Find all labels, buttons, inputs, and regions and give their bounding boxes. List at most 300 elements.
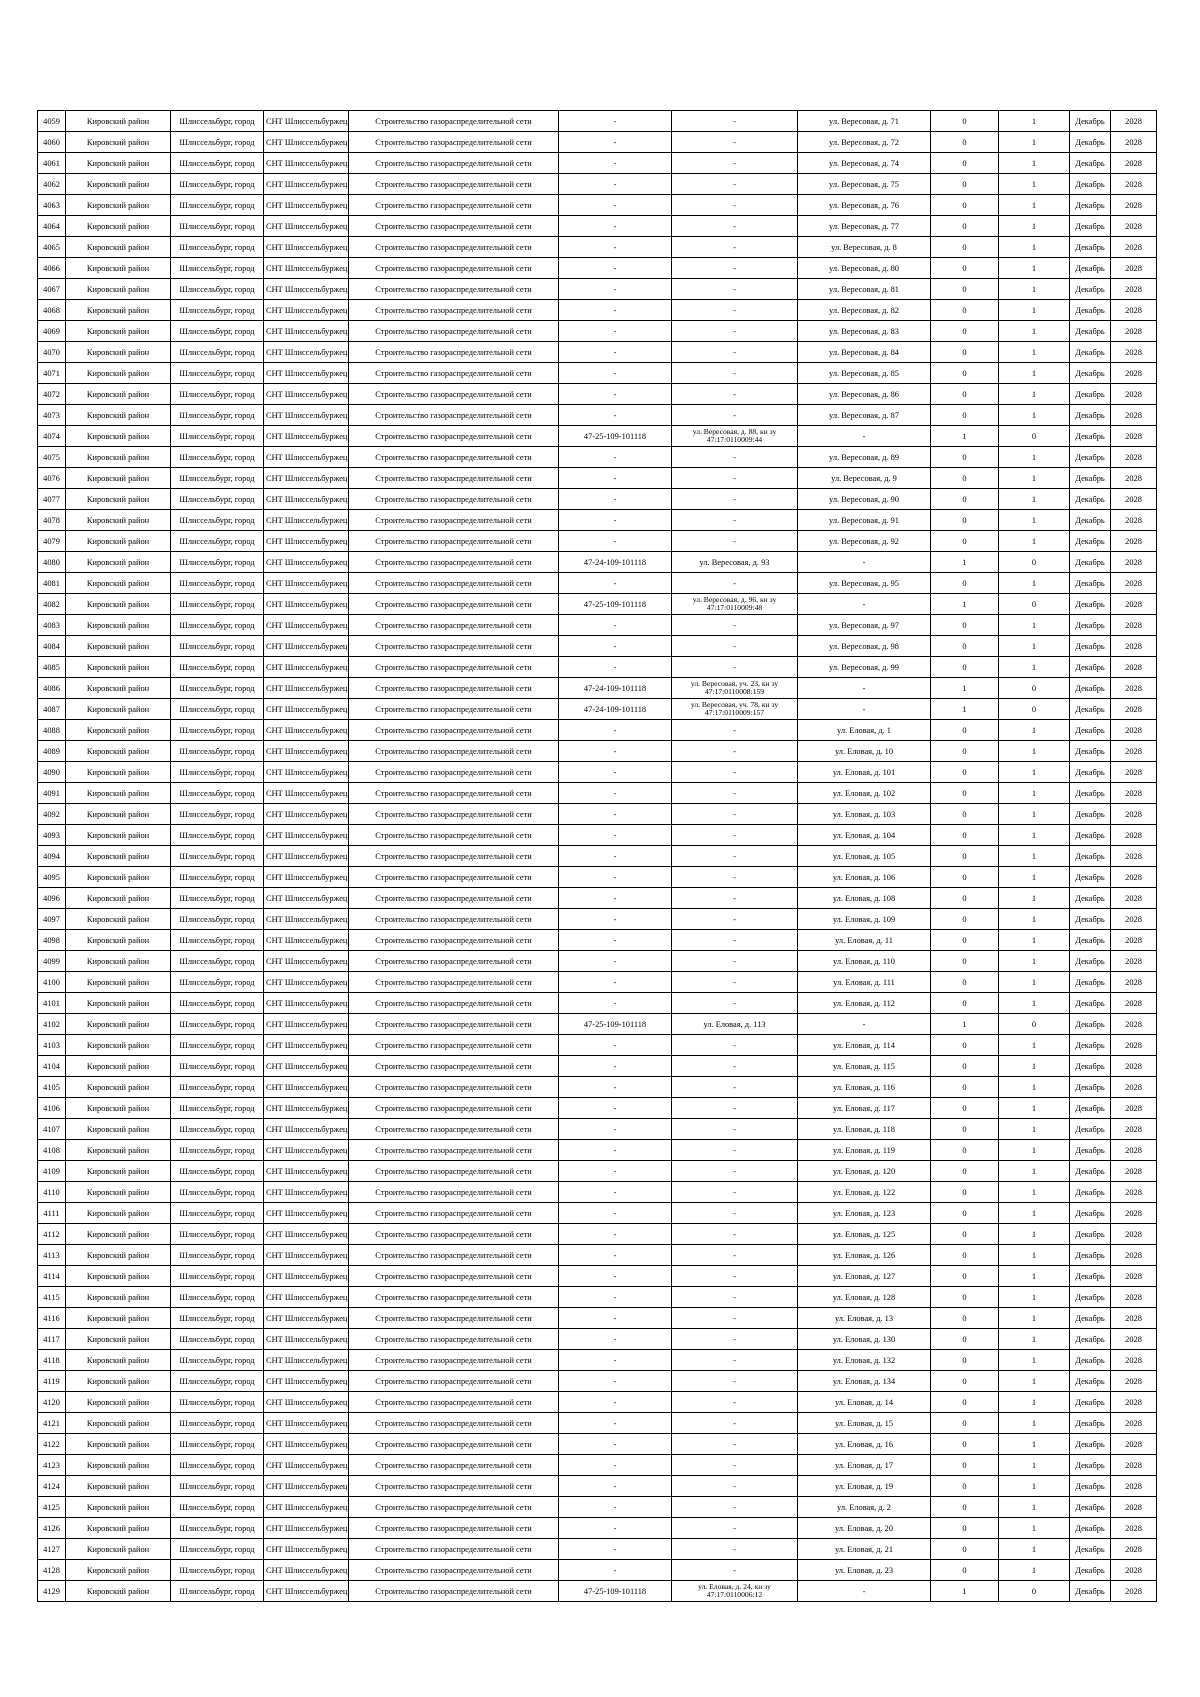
row-id-cell: 4061 [38,153,66,174]
snt-cell: СНТ Шлиссельбуржец [264,825,349,846]
table-row [38,384,1157,405]
month-cell: Декабрь [1070,531,1111,552]
month-cell: Декабрь [1070,426,1111,447]
plot-cell: - [672,258,798,279]
year-cell: 2028 [1111,1455,1157,1476]
plot-cell: - [672,300,798,321]
district-cell: Кировский район [66,1518,171,1539]
cadastral-cell: 47-24-109-101118 [559,552,672,573]
snt-cell: СНТ Шлиссельбуржец [264,720,349,741]
settlement-cell: Шлиссельбург, город [171,552,264,573]
address-cell: ул. Вересовая, д. 87 [798,405,931,426]
plot-cell: - [672,909,798,930]
flag-a-cell: 0 [931,531,999,552]
district-cell: Кировский район [66,762,171,783]
snt-cell: СНТ Шлиссельбуржец [264,1035,349,1056]
snt-cell: СНТ Шлиссельбуржец [264,1497,349,1518]
settlement-cell: Шлиссельбург, город [171,762,264,783]
flag-b-cell: 1 [999,531,1070,552]
year-cell: 2028 [1111,1413,1157,1434]
district-cell: Кировский район [66,1560,171,1581]
work-type-cell: Строительство газораспределительной сети [349,720,559,741]
settlement-cell: Шлиссельбург, город [171,972,264,993]
cadastral-cell: - [559,1497,672,1518]
work-type-cell: Строительство газораспределительной сети [349,1518,559,1539]
settlement-cell: Шлиссельбург, город [171,342,264,363]
district-cell: Кировский район [66,1455,171,1476]
district-cell: Кировский район [66,426,171,447]
address-cell: ул. Еловая, д. 102 [798,783,931,804]
table-row [38,657,1157,678]
cadastral-cell: - [559,720,672,741]
month-cell: Декабрь [1070,1035,1111,1056]
row-id-cell: 4108 [38,1140,66,1161]
year-cell: 2028 [1111,1014,1157,1035]
month-cell: Декабрь [1070,573,1111,594]
table-row [38,552,1157,573]
settlement-cell: Шлиссельбург, город [171,825,264,846]
settlement-cell: Шлиссельбург, город [171,384,264,405]
flag-a-cell: 0 [931,1434,999,1455]
plot-cell: - [672,153,798,174]
settlement-cell: Шлиссельбург, город [171,951,264,972]
district-cell: Кировский район [66,1497,171,1518]
snt-cell: СНТ Шлиссельбуржец [264,300,349,321]
month-cell: Декабрь [1070,300,1111,321]
district-cell: Кировский район [66,132,171,153]
snt-cell: СНТ Шлиссельбуржец [264,1266,349,1287]
settlement-cell: Шлиссельбург, город [171,195,264,216]
plot-cell: - [672,888,798,909]
cadastral-cell: - [559,1203,672,1224]
flag-a-cell: 0 [931,237,999,258]
work-type-cell: Строительство газораспределительной сети [349,573,559,594]
flag-b-cell: 1 [999,1245,1070,1266]
plot-cell: - [672,237,798,258]
plot-cell: - [672,1203,798,1224]
table-row [38,237,1157,258]
address-cell: ул. Еловая, д. 123 [798,1203,931,1224]
table-row [38,615,1157,636]
settlement-cell: Шлиссельбург, город [171,1413,264,1434]
plot-cell: - [672,216,798,237]
flag-a-cell: 0 [931,1560,999,1581]
snt-cell: СНТ Шлиссельбуржец [264,804,349,825]
address-cell: ул. Вересовая, д. 95 [798,573,931,594]
month-cell: Декабрь [1070,510,1111,531]
settlement-cell: Шлиссельбург, город [171,300,264,321]
flag-a-cell: 0 [931,1413,999,1434]
address-cell: ул. Еловая, д. 112 [798,993,931,1014]
year-cell: 2028 [1111,300,1157,321]
year-cell: 2028 [1111,1287,1157,1308]
address-cell: ул. Еловая, д. 128 [798,1287,931,1308]
settlement-cell: Шлиссельбург, город [171,1560,264,1581]
work-type-cell: Строительство газораспределительной сети [349,1203,559,1224]
snt-cell: СНТ Шлиссельбуржец [264,1560,349,1581]
year-cell: 2028 [1111,1098,1157,1119]
work-type-cell: Строительство газораспределительной сети [349,1371,559,1392]
work-type-cell: Строительство газораспределительной сети [349,258,559,279]
cadastral-cell: - [559,363,672,384]
year-cell: 2028 [1111,195,1157,216]
snt-cell: СНТ Шлиссельбуржец [264,531,349,552]
row-id-cell: 4126 [38,1518,66,1539]
plot-cell: - [672,447,798,468]
work-type-cell: Строительство газораспределительной сети [349,1350,559,1371]
row-id-cell: 4065 [38,237,66,258]
flag-a-cell: 0 [931,1476,999,1497]
work-type-cell: Строительство газораспределительной сети [349,426,559,447]
flag-a-cell: 0 [931,846,999,867]
year-cell: 2028 [1111,153,1157,174]
month-cell: Декабрь [1070,1434,1111,1455]
snt-cell: СНТ Шлиссельбуржец [264,846,349,867]
snt-cell: СНТ Шлиссельбуржец [264,132,349,153]
address-cell: ул. Еловая, д. 117 [798,1098,931,1119]
plot-cell: - [672,1266,798,1287]
address-cell: ул. Еловая, д. 109 [798,909,931,930]
table-row [38,300,1157,321]
work-type-cell: Строительство газораспределительной сети [349,489,559,510]
settlement-cell: Шлиссельбург, город [171,510,264,531]
year-cell: 2028 [1111,1035,1157,1056]
settlement-cell: Шлиссельбург, город [171,783,264,804]
cadastral-cell: - [559,1119,672,1140]
work-type-cell: Строительство газораспределительной сети [349,657,559,678]
flag-b-cell: 1 [999,993,1070,1014]
table-row [38,930,1157,951]
address-cell: ул. Еловая, д. 17 [798,1455,931,1476]
district-cell: Кировский район [66,153,171,174]
year-cell: 2028 [1111,1203,1157,1224]
snt-cell: СНТ Шлиссельбуржец [264,384,349,405]
snt-cell: СНТ Шлиссельбуржец [264,321,349,342]
plot-cell: - [672,1392,798,1413]
month-cell: Декабрь [1070,1371,1111,1392]
flag-a-cell: 0 [931,888,999,909]
cadastral-cell: - [559,174,672,195]
snt-cell: СНТ Шлиссельбуржец [264,552,349,573]
snt-cell: СНТ Шлиссельбуржец [264,510,349,531]
settlement-cell: Шлиссельбург, город [171,468,264,489]
year-cell: 2028 [1111,258,1157,279]
month-cell: Декабрь [1070,762,1111,783]
cadastral-cell: - [559,846,672,867]
address-cell: ул. Еловая, д. 10 [798,741,931,762]
plot-cell: - [672,1287,798,1308]
work-type-cell: Строительство газораспределительной сети [349,1308,559,1329]
month-cell: Декабрь [1070,1098,1111,1119]
flag-b-cell: 1 [999,1413,1070,1434]
month-cell: Декабрь [1070,195,1111,216]
cadastral-cell: - [559,1245,672,1266]
snt-cell: СНТ Шлиссельбуржец [264,741,349,762]
address-cell: ул. Вересовая, д. 90 [798,489,931,510]
flag-a-cell: 0 [931,1224,999,1245]
address-cell: - [798,1581,931,1602]
month-cell: Декабрь [1070,1497,1111,1518]
cadastral-cell: - [559,804,672,825]
table-row [38,720,1157,741]
district-cell: Кировский район [66,1434,171,1455]
snt-cell: СНТ Шлиссельбуржец [264,1245,349,1266]
plot-cell: - [672,1056,798,1077]
address-cell: ул. Вересовая, д. 85 [798,363,931,384]
cadastral-cell: - [559,258,672,279]
cadastral-cell: - [559,1371,672,1392]
flag-a-cell: 0 [931,489,999,510]
cadastral-cell: - [559,489,672,510]
cadastral-cell: - [559,132,672,153]
flag-a-cell: 0 [931,1392,999,1413]
flag-b-cell: 0 [999,594,1070,615]
work-type-cell: Строительство газораспределительной сети [349,384,559,405]
flag-b-cell: 1 [999,342,1070,363]
snt-cell: СНТ Шлиссельбуржец [264,573,349,594]
address-cell: ул. Вересовая, д. 80 [798,258,931,279]
address-cell: ул. Вересовая, д. 81 [798,279,931,300]
work-type-cell: Строительство газораспределительной сети [349,321,559,342]
plot-cell: - [672,405,798,426]
flag-a-cell: 0 [931,1182,999,1203]
month-cell: Декабрь [1070,951,1111,972]
plot-cell: - [672,1497,798,1518]
month-cell: Декабрь [1070,552,1111,573]
district-cell: Кировский район [66,846,171,867]
address-cell: - [798,594,931,615]
row-id-cell: 4116 [38,1308,66,1329]
table-row [38,972,1157,993]
district-cell: Кировский район [66,615,171,636]
year-cell: 2028 [1111,1539,1157,1560]
work-type-cell: Строительство газораспределительной сети [349,951,559,972]
flag-b-cell: 1 [999,1350,1070,1371]
year-cell: 2028 [1111,1266,1157,1287]
year-cell: 2028 [1111,531,1157,552]
row-id-cell: 4120 [38,1392,66,1413]
cadastral-cell: - [559,1455,672,1476]
cadastral-cell: - [559,321,672,342]
year-cell: 2028 [1111,657,1157,678]
row-id-cell: 4098 [38,930,66,951]
address-cell: ул. Вересовая, д. 9 [798,468,931,489]
cadastral-cell: - [559,1266,672,1287]
plot-cell: ул. Вересовая, уч. 78, кн зу 47:17:0110009:157 [672,699,798,720]
row-id-cell: 4064 [38,216,66,237]
address-cell: ул. Еловая, д. 1 [798,720,931,741]
table-row [38,510,1157,531]
flag-a-cell: 0 [931,762,999,783]
work-type-cell: Строительство газораспределительной сети [349,1140,559,1161]
district-cell: Кировский район [66,1287,171,1308]
flag-b-cell: 1 [999,237,1070,258]
district-cell: Кировский район [66,909,171,930]
settlement-cell: Шлиссельбург, город [171,1119,264,1140]
district-cell: Кировский район [66,657,171,678]
year-cell: 2028 [1111,783,1157,804]
plot-cell: - [672,1371,798,1392]
flag-a-cell: 0 [931,804,999,825]
address-cell: ул. Еловая, д. 130 [798,1329,931,1350]
month-cell: Декабрь [1070,1287,1111,1308]
district-cell: Кировский район [66,321,171,342]
year-cell: 2028 [1111,1518,1157,1539]
year-cell: 2028 [1111,1371,1157,1392]
settlement-cell: Шлиссельбург, город [171,321,264,342]
flag-b-cell: 0 [999,699,1070,720]
settlement-cell: Шлиссельбург, город [171,489,264,510]
table-row [38,594,1157,615]
settlement-cell: Шлиссельбург, город [171,1308,264,1329]
year-cell: 2028 [1111,1329,1157,1350]
address-cell: ул. Еловая, д. 14 [798,1392,931,1413]
plot-cell: - [672,510,798,531]
row-id-cell: 4063 [38,195,66,216]
flag-b-cell: 1 [999,1098,1070,1119]
plot-cell: ул. Вересовая, уч. 23, кн зу 47:17:0110008:159 [672,678,798,699]
month-cell: Декабрь [1070,741,1111,762]
district-cell: Кировский район [66,111,171,132]
district-cell: Кировский район [66,783,171,804]
flag-a-cell: 0 [931,1350,999,1371]
plot-cell: - [672,279,798,300]
table-row [38,363,1157,384]
month-cell: Декабрь [1070,1266,1111,1287]
flag-b-cell: 1 [999,636,1070,657]
table-row [38,1077,1157,1098]
flag-a-cell: 1 [931,594,999,615]
table-row [38,1224,1157,1245]
work-type-cell: Строительство газораспределительной сети [349,1224,559,1245]
table-row [38,699,1157,720]
address-cell: ул. Вересовая, д. 84 [798,342,931,363]
work-type-cell: Строительство газораспределительной сети [349,447,559,468]
flag-a-cell: 0 [931,741,999,762]
address-cell: ул. Вересовая, д. 74 [798,153,931,174]
district-cell: Кировский район [66,1392,171,1413]
row-id-cell: 4112 [38,1224,66,1245]
address-cell: ул. Еловая, д. 106 [798,867,931,888]
flag-a-cell: 0 [931,1140,999,1161]
row-id-cell: 4071 [38,363,66,384]
plot-cell: ул. Вересовая, д. 88, кн зу 47:17:0110009:44 [672,426,798,447]
district-cell: Кировский район [66,363,171,384]
table-row [38,762,1157,783]
flag-a-cell: 0 [931,510,999,531]
work-type-cell: Строительство газораспределительной сети [349,1014,559,1035]
address-cell: ул. Еловая, д. 104 [798,825,931,846]
plot-cell: - [672,1245,798,1266]
row-id-cell: 4096 [38,888,66,909]
month-cell: Декабрь [1070,1329,1111,1350]
address-cell: ул. Вересовая, д. 98 [798,636,931,657]
month-cell: Декабрь [1070,993,1111,1014]
district-cell: Кировский район [66,1161,171,1182]
district-cell: Кировский район [66,720,171,741]
flag-a-cell: 0 [931,405,999,426]
address-cell: ул. Еловая, д. 120 [798,1161,931,1182]
cadastral-cell: - [559,1056,672,1077]
district-cell: Кировский район [66,1056,171,1077]
flag-b-cell: 1 [999,1329,1070,1350]
settlement-cell: Шлиссельбург, город [171,1035,264,1056]
flag-a-cell: 0 [931,573,999,594]
settlement-cell: Шлиссельбург, город [171,447,264,468]
address-cell: ул. Еловая, д. 105 [798,846,931,867]
settlement-cell: Шлиссельбург, город [171,1161,264,1182]
year-cell: 2028 [1111,237,1157,258]
snt-cell: СНТ Шлиссельбуржец [264,678,349,699]
row-id-cell: 4125 [38,1497,66,1518]
year-cell: 2028 [1111,636,1157,657]
month-cell: Декабрь [1070,1392,1111,1413]
table-row [38,1014,1157,1035]
row-id-cell: 4119 [38,1371,66,1392]
row-id-cell: 4117 [38,1329,66,1350]
cadastral-cell: 47-25-109-101118 [559,1014,672,1035]
work-type-cell: Строительство газораспределительной сети [349,1455,559,1476]
month-cell: Декабрь [1070,1014,1111,1035]
district-cell: Кировский район [66,1413,171,1434]
snt-cell: СНТ Шлиссельбуржец [264,1203,349,1224]
work-type-cell: Строительство газораспределительной сети [349,909,559,930]
plot-cell: - [672,573,798,594]
month-cell: Декабрь [1070,1203,1111,1224]
district-cell: Кировский район [66,447,171,468]
address-cell: - [798,1014,931,1035]
row-id-cell: 4077 [38,489,66,510]
month-cell: Декабрь [1070,405,1111,426]
snt-cell: СНТ Шлиссельбуржец [264,888,349,909]
flag-b-cell: 0 [999,1581,1070,1602]
month-cell: Декабрь [1070,888,1111,909]
plot-cell: - [672,195,798,216]
row-id-cell: 4094 [38,846,66,867]
flag-b-cell: 1 [999,174,1070,195]
address-cell: ул. Вересовая, д. 89 [798,447,931,468]
work-type-cell: Строительство газораспределительной сети [349,1266,559,1287]
year-cell: 2028 [1111,321,1157,342]
flag-b-cell: 1 [999,510,1070,531]
work-type-cell: Строительство газораспределительной сети [349,342,559,363]
flag-a-cell: 0 [931,1035,999,1056]
cadastral-cell: - [559,657,672,678]
table-row [38,1413,1157,1434]
row-id-cell: 4104 [38,1056,66,1077]
row-id-cell: 4079 [38,531,66,552]
cadastral-cell: - [559,384,672,405]
flag-a-cell: 0 [931,258,999,279]
row-id-cell: 4103 [38,1035,66,1056]
table-row [38,741,1157,762]
flag-b-cell: 1 [999,1203,1070,1224]
table-row [38,1329,1157,1350]
work-type-cell: Строительство газораспределительной сети [349,363,559,384]
flag-b-cell: 1 [999,867,1070,888]
cadastral-cell: - [559,195,672,216]
cadastral-cell: - [559,1182,672,1203]
table-row [38,804,1157,825]
month-cell: Декабрь [1070,363,1111,384]
month-cell: Декабрь [1070,1455,1111,1476]
flag-a-cell: 0 [931,195,999,216]
table-row [38,1098,1157,1119]
cadastral-cell: - [559,1350,672,1371]
month-cell: Декабрь [1070,720,1111,741]
snt-cell: СНТ Шлиссельбуржец [264,1287,349,1308]
work-type-cell: Строительство газораспределительной сети [349,300,559,321]
